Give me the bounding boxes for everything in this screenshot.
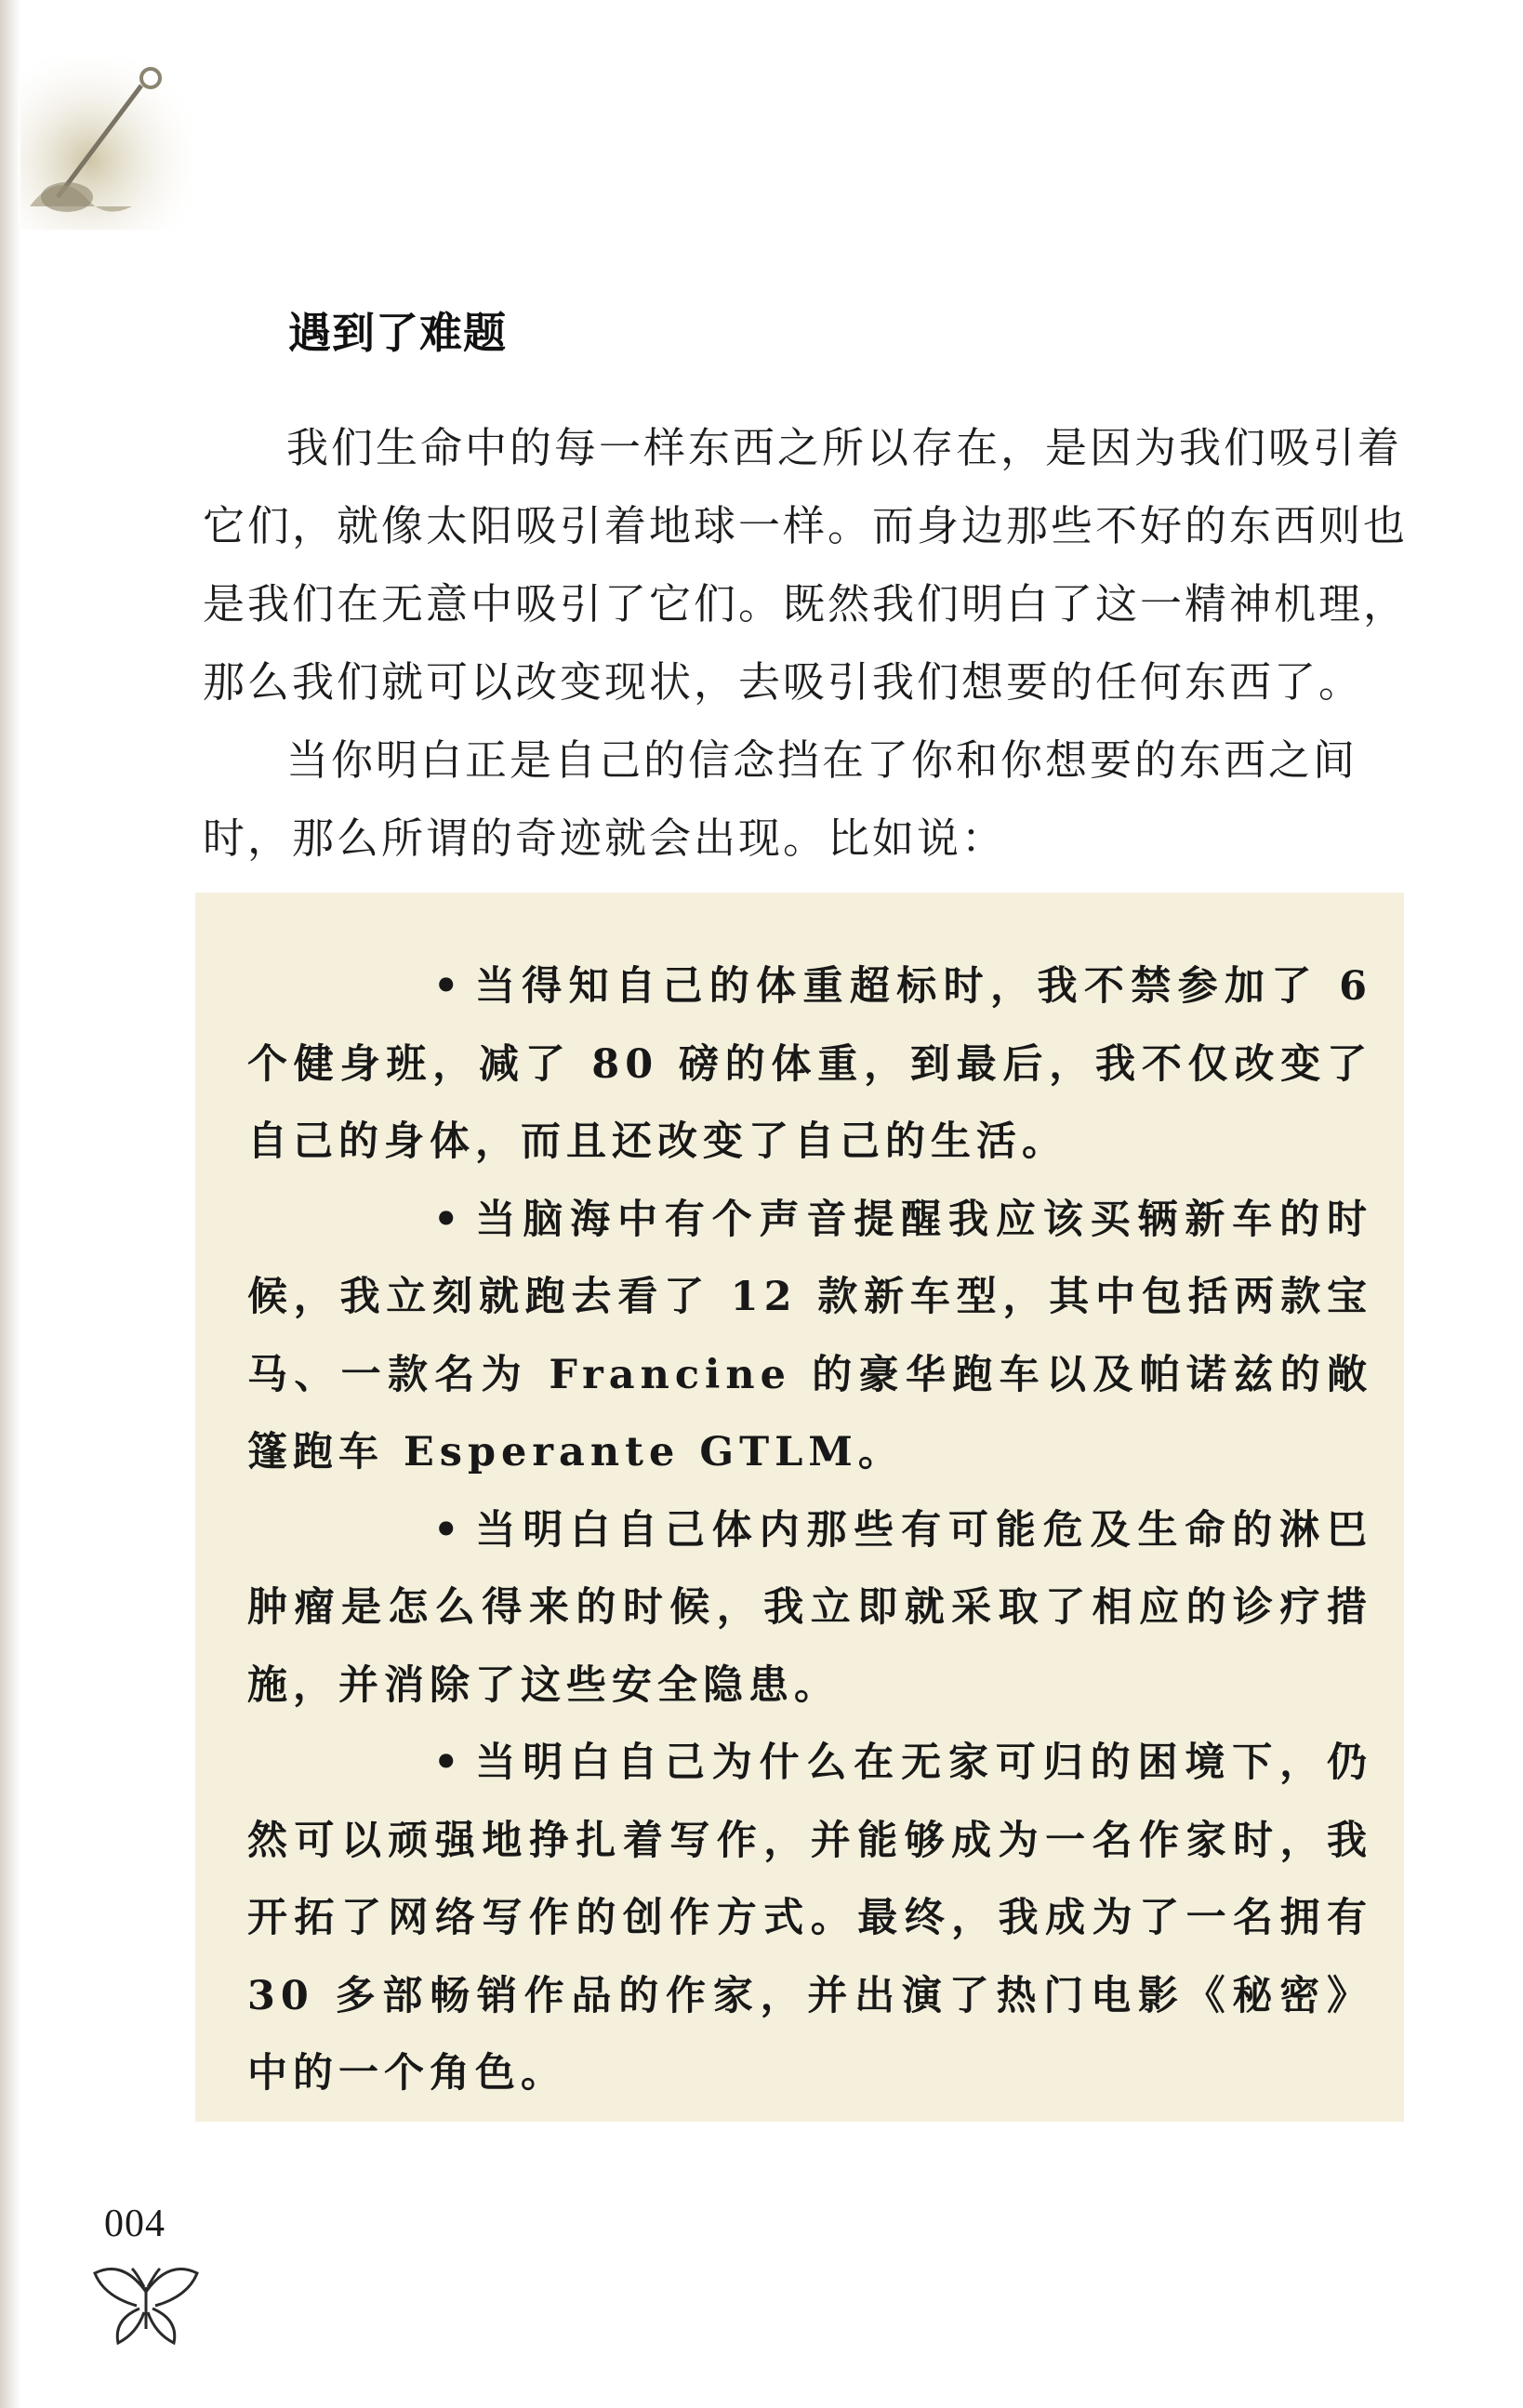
corner-illustration-icon [20,58,192,230]
list-item [247,1725,1372,2113]
bullet-icon: • [433,1506,465,1554]
intro-paragraph: 我们生命中的每一样东西之所以存在，是因为我们吸引着它们，就像太阳吸引着地球一样。而身边那些不好的东西则也是我们在无意中吸引了它们。既然我们明白了这一精神机理，那么我们就可以改变现状，去吸引我们想要的任何东西了。 [203,423,1409,707]
list-item [247,948,1372,1182]
list-item-text: 当脑海中有个声音提醒我应该买辆新车的时候，我立刻就跑去看了 12 款新车型，其中包括两款宝马、一款名为 Francine 的豪华跑车以及帕诺兹的敞篷跑车 Esperante GTLM。 [247,1196,1372,1475]
highlight-box [195,893,1404,2122]
intro-paragraph: 当你明白正是自己的信念挡在了你和你想要的东西之间时，那么所谓的奇迹就会出现。比如说： [203,735,1358,863]
bullet-icon: • [433,1196,465,1243]
list-item-text: 当明白自己为什么在无家可归的困境下，仍然可以顽强地挣扎着写作，并能够成为一名作家时，我开拓了网络写作的创作方式。最终，我成为了一名拥有 30 多部畅销作品的作家，并出演了热门电影《秘密》中的一个角色。 [247,1740,1372,2097]
list-item [247,1492,1372,1726]
highlight-box-content [247,948,1372,2113]
page-number: 004 [104,2203,166,2245]
intro-text [203,409,1411,878]
binding-shadow [0,0,20,2408]
bullet-icon: • [433,963,465,1010]
list-item-text: 当得知自己的体重超标时，我不禁参加了 6 个健身班，减了 80 磅的体重，到最后，我不仅改变了自己的身体，而且还改变了自己的生活。 [247,963,1372,1165]
bullet-icon: • [433,1740,465,1786]
section-heading: 遇到了难题 [288,308,507,358]
butterfly-icon [86,2255,206,2352]
list-item-text: 当明白自己体内那些有可能危及生命的淋巴肿瘤是怎么得来的时候，我立即就采取了相应的诊疗措施，并消除了这些安全隐患。 [247,1506,1372,1709]
list-item [247,1182,1372,1492]
